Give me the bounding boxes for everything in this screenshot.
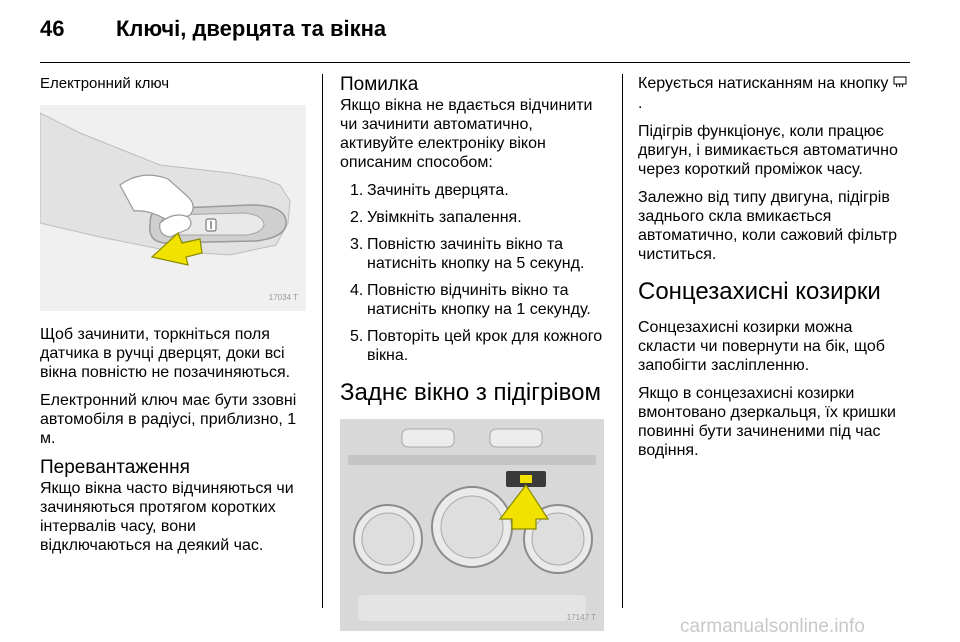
- list-item: [340, 181, 608, 200]
- list-item: [340, 208, 608, 227]
- heading-overload: Перевантаження: [40, 457, 190, 478]
- step-number: 5.: [350, 328, 364, 345]
- step-number: 3.: [350, 236, 364, 253]
- operate-text-end: .: [638, 95, 643, 112]
- paragraph-error: Якщо вікна не вдається відчинити чи зачинити автоматично, активуйте електроніку вікон описаним способом:: [340, 97, 593, 171]
- step-text: Зачиніть дверцята.: [367, 182, 509, 199]
- heading-error: Помилка: [340, 74, 419, 95]
- header-divider: [40, 62, 910, 63]
- list-item: [340, 235, 608, 273]
- step-text: Увімкніть запалення.: [367, 209, 522, 226]
- paragraph-operate: [638, 74, 910, 113]
- figure-code: 17034 T: [268, 293, 298, 302]
- column-divider-1: [322, 74, 323, 608]
- operate-text: Керується натисканням на кнопку: [638, 75, 893, 92]
- paragraph-lock: Щоб зачинити, торкніться поля датчика в ручці дверцят, доки всі вікна повністю не позачиняються.: [40, 326, 291, 381]
- heading-sun-visors: Сонцезахисні козирки: [638, 278, 881, 305]
- column-2: [340, 74, 608, 642]
- paragraph-range: Електронний ключ має бути ззовні автомобіля в радіусі, приблизно, 1 м.: [40, 392, 297, 447]
- watermark: carmanualsonline.info: [680, 616, 865, 637]
- step-text: Повністю зачиніть вікно та натисніть кнопку на 5 секунд.: [367, 236, 585, 272]
- figure-code: 17147 T: [566, 613, 596, 622]
- step-number: 1.: [350, 182, 364, 199]
- steps-list: [340, 181, 608, 365]
- rear-window-heater-icon: [893, 75, 907, 94]
- paragraph-overload: Якщо вікна часто відчиняються чи зачиняються протягом коротких інтервалів часу, вони відключаються на деякий час.: [40, 480, 294, 554]
- climate-panel-drawing: [340, 419, 604, 631]
- column-1: [40, 74, 308, 564]
- column-divider-2: [622, 74, 623, 608]
- step-number: 4.: [350, 282, 364, 299]
- page-header: [40, 14, 920, 54]
- page-number: 46: [40, 16, 65, 41]
- paragraph-heating: Підігрів функціонує, коли працює двигун, і вимикається автоматично через короткий проміжок часу.: [638, 123, 898, 178]
- list-item: [340, 281, 608, 319]
- paragraph-engine: Залежно від типу двигуна, підігрів заднього скла вмикається автоматично, коли сажовий фільтр чиститься.: [638, 189, 897, 263]
- door-handle-illustration: [40, 105, 306, 311]
- list-item: [340, 327, 608, 365]
- section-label-electronic-key: Електронний ключ: [40, 75, 170, 92]
- step-number: 2.: [350, 209, 364, 226]
- page-title: Ключі, дверцята та вікна: [116, 16, 387, 41]
- paragraph-mirrors: Якщо в сонцезахисні козирки вмонтовано дзеркальця, їх кришки повинні бути зачиненими під час водіння.: [638, 385, 896, 459]
- step-text: Повторіть цей крок для кожного вікна.: [367, 328, 603, 364]
- paragraph-visors: Сонцезахисні козирки можна скласти чи повернути на бік, щоб запобігти засліпленню.: [638, 319, 885, 374]
- door-handle-drawing: [40, 105, 306, 311]
- column-3: [638, 74, 910, 469]
- step-text: Повністю відчиніть вікно та натисніть кнопку на 1 секунду.: [367, 282, 591, 318]
- climate-panel-illustration: [340, 419, 604, 631]
- heading-rear-window: Заднє вікно з підігрівом: [340, 379, 601, 406]
